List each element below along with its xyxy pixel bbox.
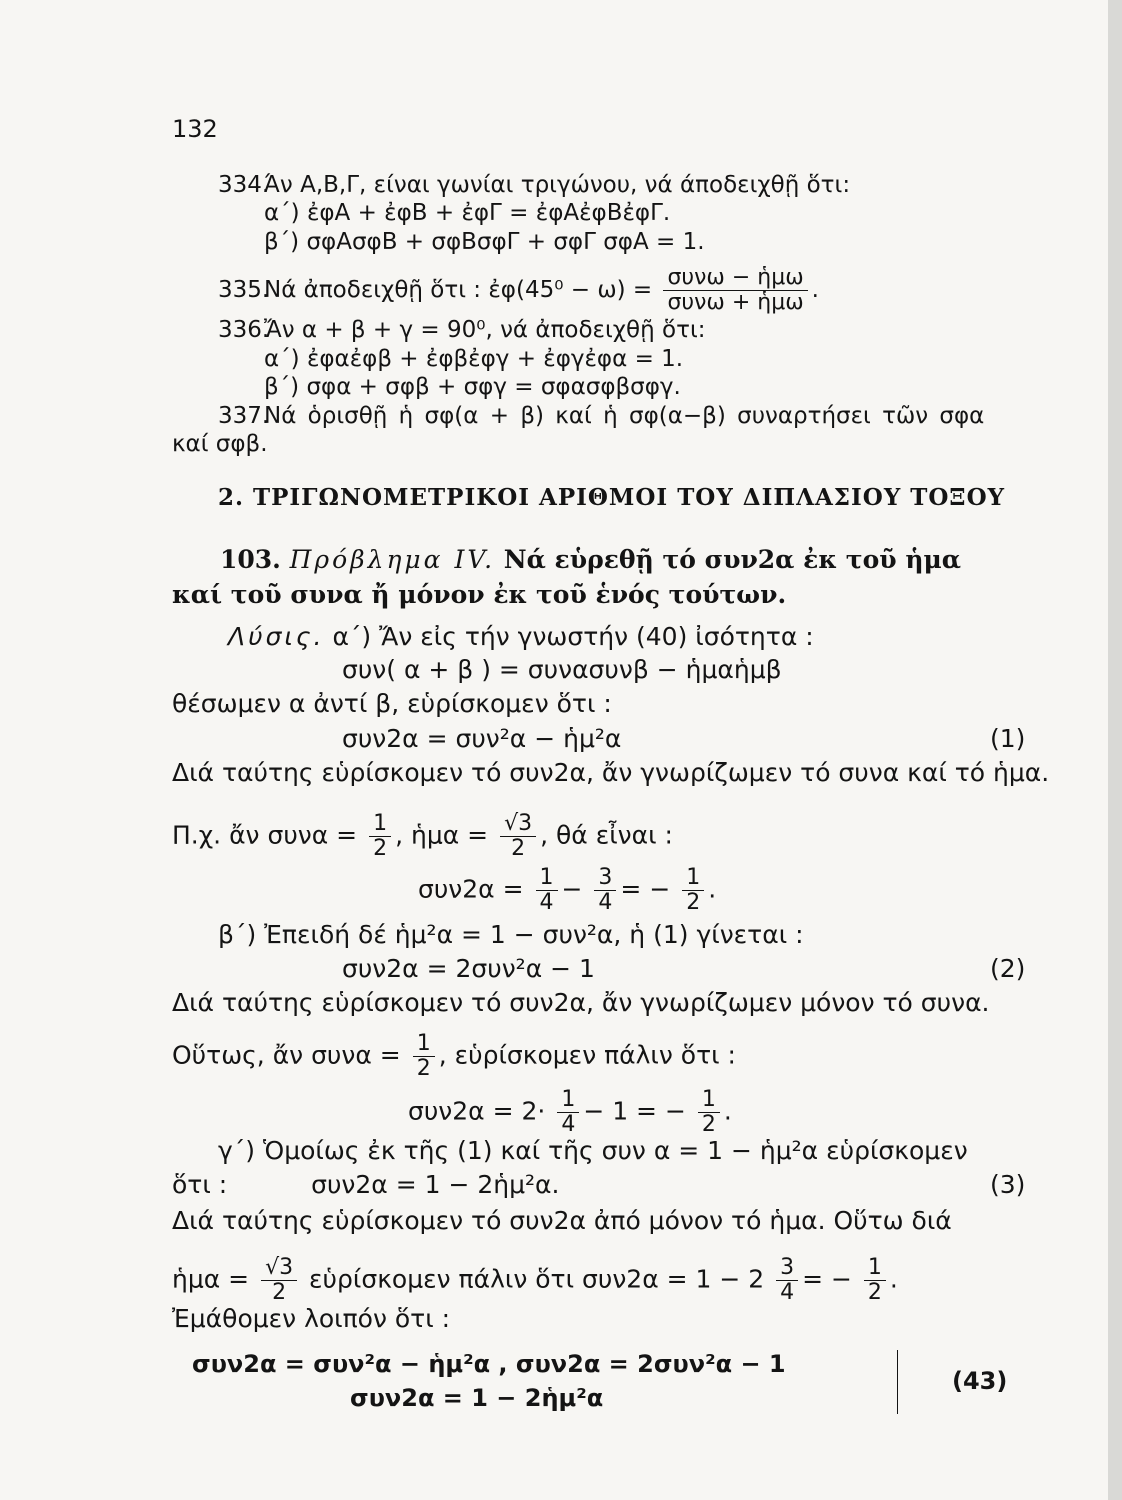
page-edge-shadow [1108,0,1122,1500]
fraction: $\frac{1}{2}$ [864,1256,886,1305]
equation-number-2: (2) [990,954,1026,983]
example-2-line: Οὕτως, ἄν συνα = $\frac{1}{2}$ , εὑρίσκομεν πάλιν ὅτι : [172,1031,736,1081]
fraction: $\frac{\text{συνω − ἡμω}}{\text{συνω + ἡμω}}$ [663,266,807,315]
fraction: $\frac{1}{2}$ [682,866,704,915]
fraction: $\frac{1}{2}$ [369,812,391,861]
example-3-line: ἡμα = $\frac{√3}{2}$ εὑρίσκομεν πάλιν ὅτι συν2α = 1 − 2 $\frac{3}{4}$ = − $\frac{1}{2}$ . [172,1255,898,1305]
fraction: $\frac{√3}{2}$ [261,1256,297,1305]
fraction: $\frac{√3}{2}$ [500,812,536,861]
solution-line-17: Ἐμάθομεν λοιπόν ὅτι : [172,1304,451,1333]
fraction: $\frac{3}{4}$ [594,866,616,915]
fraction: $\frac{1}{4}$ [536,866,558,915]
example-line: Π.χ. ἄν συνα = $\frac{1}{2}$ , ἡμα = $\frac{√3}{2}$ , θά εἶναι : [172,811,673,861]
solution-line-10: Διά ταύτης εὑρίσκομεν τό συν2α, ἄν γνωρίζωμεν μόνον τό συνα. [172,988,990,1017]
solution-line-1: Λύσις. α΄) Ἄν εἰς τήν γνωστήν (40) ἰσότητα : [228,622,814,651]
page-number: 132 [172,115,218,143]
example-result: συν2α = $\frac{1}{4}$ − $\frac{3}{4}$ = − $\frac{1}{2}$ . [418,865,717,915]
exercise-334-b: β΄) σφΑσφΒ + σφΒσφΓ + σφΓ σφΑ = 1. [264,229,705,255]
solution-line-13: γ΄) Ὁμοίως ἐκ τῆς (1) καί τῆς συν α = 1 − ἡμ²α εὑρίσκομεν [218,1136,968,1165]
solution-line-3: θέσωμεν α ἀντί β, εὑρίσκομεν ὅτι : [172,689,612,718]
exercise-334-a: α΄) ἐφΑ + ἐφΒ + ἐφΓ = ἐφΑἐφΒἐφΓ. [264,200,671,226]
final-formulas-1: συν2α = συν²α − ἡμ²α , συν2α = 2συν²α − 1 [192,1350,786,1378]
solution-line-14: ὅτι : συν2α = 1 − 2ἡμ²α. [172,1170,560,1199]
equation-number-43: (43) [952,1367,1008,1395]
fraction: $\frac{1}{2}$ [413,1032,435,1081]
section-title: 2. ΤΡΙΓΩΝΟΜΕΤΡΙΚΟΙ ΑΡΙΘΜΟΙ ΤΟΥ ΔΙΠΛΑΣΙΟΥ ΤΟΞΟΥ [218,484,1006,511]
exercise-336-a: α΄) ἐφαἐφβ + ἐφβἐφγ + ἐφγἐφα = 1. [264,346,684,372]
solution-line-15: Διά ταύτης εὑρίσκομεν τό συν2α ἀπό μόνον τό ἡμα. Οὕτω διά [172,1206,952,1235]
fraction: $\frac{1}{2}$ [698,1088,720,1137]
problem-text: καί τοῦ συνα ἤ μόνον ἐκ τοῦ ἑνός τούτων. [172,580,787,609]
formula-bracket-line [897,1350,898,1414]
exercise-334: 334.Άν Α,Β,Γ, είναι γωνίαι τριγώνου, νά άποδειχθῇ ὅτι: [218,172,851,198]
solution-line-5: Διά ταύτης εὑρίσκομεν τό συν2α, ἄν γνωρίζωμεν τό συνα καί τό ἡμα. [172,758,1050,787]
example-2-result: συν2α = 2· $\frac{1}{4}$ − 1 = − $\frac{1}{2}$ . [408,1087,732,1137]
equation-number-3: (3) [990,1170,1026,1199]
exercise-336: 336.Ἄν α + β + γ = 90⁰, νά ἀποδειχθῇ ὅτι: [218,317,706,343]
fraction: $\frac{1}{4}$ [557,1088,579,1137]
final-formulas-2: συν2α = 1 − 2ἡμ²α [350,1384,604,1412]
exercise-335: 335.Νά ἀποδειχθῇ ὅτι : ἐφ(45⁰ − ω) = $\frac{\text{συνω − ἡμω}}{\text{συνω + ἡμω}}$ . [218,265,819,315]
formula-2: συν2α = 2συν²α − 1 [342,954,595,983]
formula-1: συν2α = συν²α − ἡμ²α [342,724,622,753]
fraction: $\frac{3}{4}$ [776,1256,798,1305]
problem-heading: 103. Πρόβλημα IV. Νά εὑρεθῇ τό συν2α ἐκ τοῦ ἡμα [220,545,962,574]
equation-number-1: (1) [990,724,1026,753]
exercise-337-cont: καί σφβ. [172,431,268,457]
exercise-336-b: β΄) σφα + σφβ + σφγ = σφασφβσφγ. [264,374,681,400]
solution-formula-sum: συν( α + β ) = συνασυνβ − ἡμαἡμβ [342,655,782,684]
exercise-337: 337.Νά ὁρισθῇ ἡ σφ(α + β) καί ἡ σφ(α−β) συναρτήσει τῶν σφα [218,403,985,429]
solution-line-8: β΄) Ἐπειδή δέ ἡμ²α = 1 − συν²α, ἡ (1) γίνεται : [218,920,804,949]
